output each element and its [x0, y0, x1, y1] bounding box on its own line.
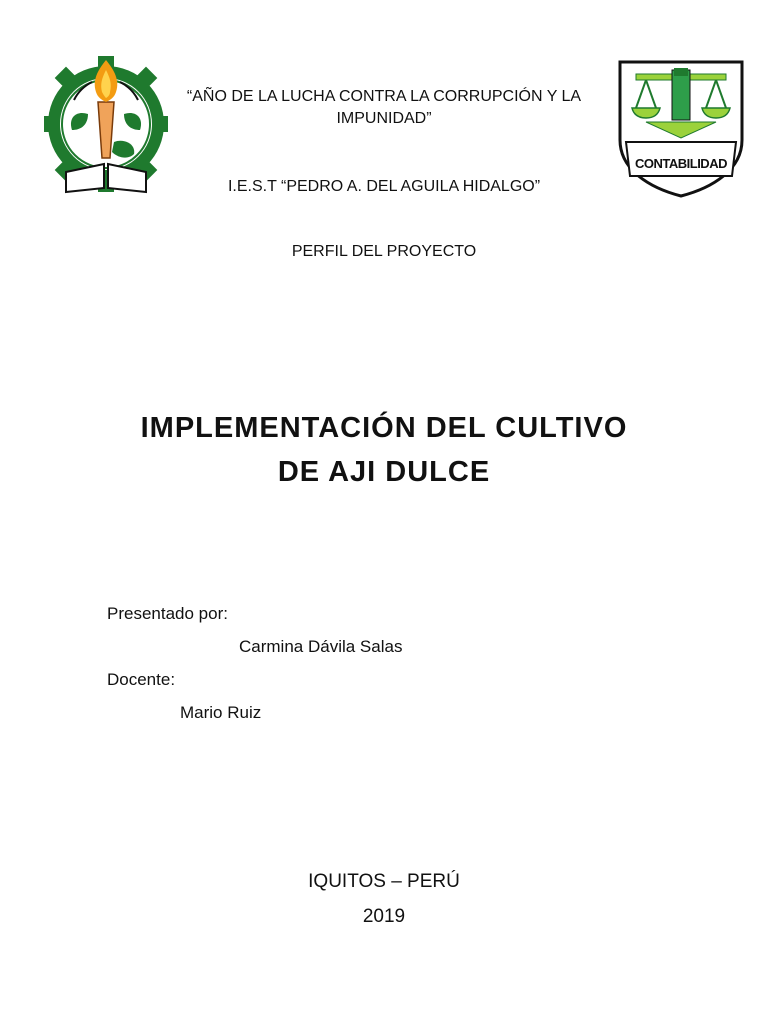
presented-by-label: Presentado por: [107, 604, 228, 623]
contabilidad-label: CONTABILIDAD [635, 156, 727, 171]
institute-name: I.E.S.T “PEDRO A. DEL AGUILA HIDALGO” [227, 178, 541, 195]
institute-logo [44, 54, 168, 196]
teacher-name: Mario Ruiz [180, 703, 262, 722]
project-title [60, 406, 708, 494]
document-type: PERFIL DEL PROYECTO [291, 243, 477, 260]
title-line-2: DE AJI DULCE [277, 456, 491, 488]
year: 2019 [362, 906, 406, 927]
contabilidad-logo [616, 60, 746, 198]
city-country: IQUITOS – PERÚ [308, 871, 460, 892]
year-motto: “AÑO DE LA LUCHA CONTRA LA CORRUPCIÓN Y LA IMPUNIDAD” [186, 88, 582, 127]
teacher-label: Docente: [107, 670, 176, 689]
title-line-1: IMPLEMENTACIÓN DEL CULTIVO [140, 412, 628, 444]
author-name: Carmina Dávila Salas [239, 637, 403, 656]
